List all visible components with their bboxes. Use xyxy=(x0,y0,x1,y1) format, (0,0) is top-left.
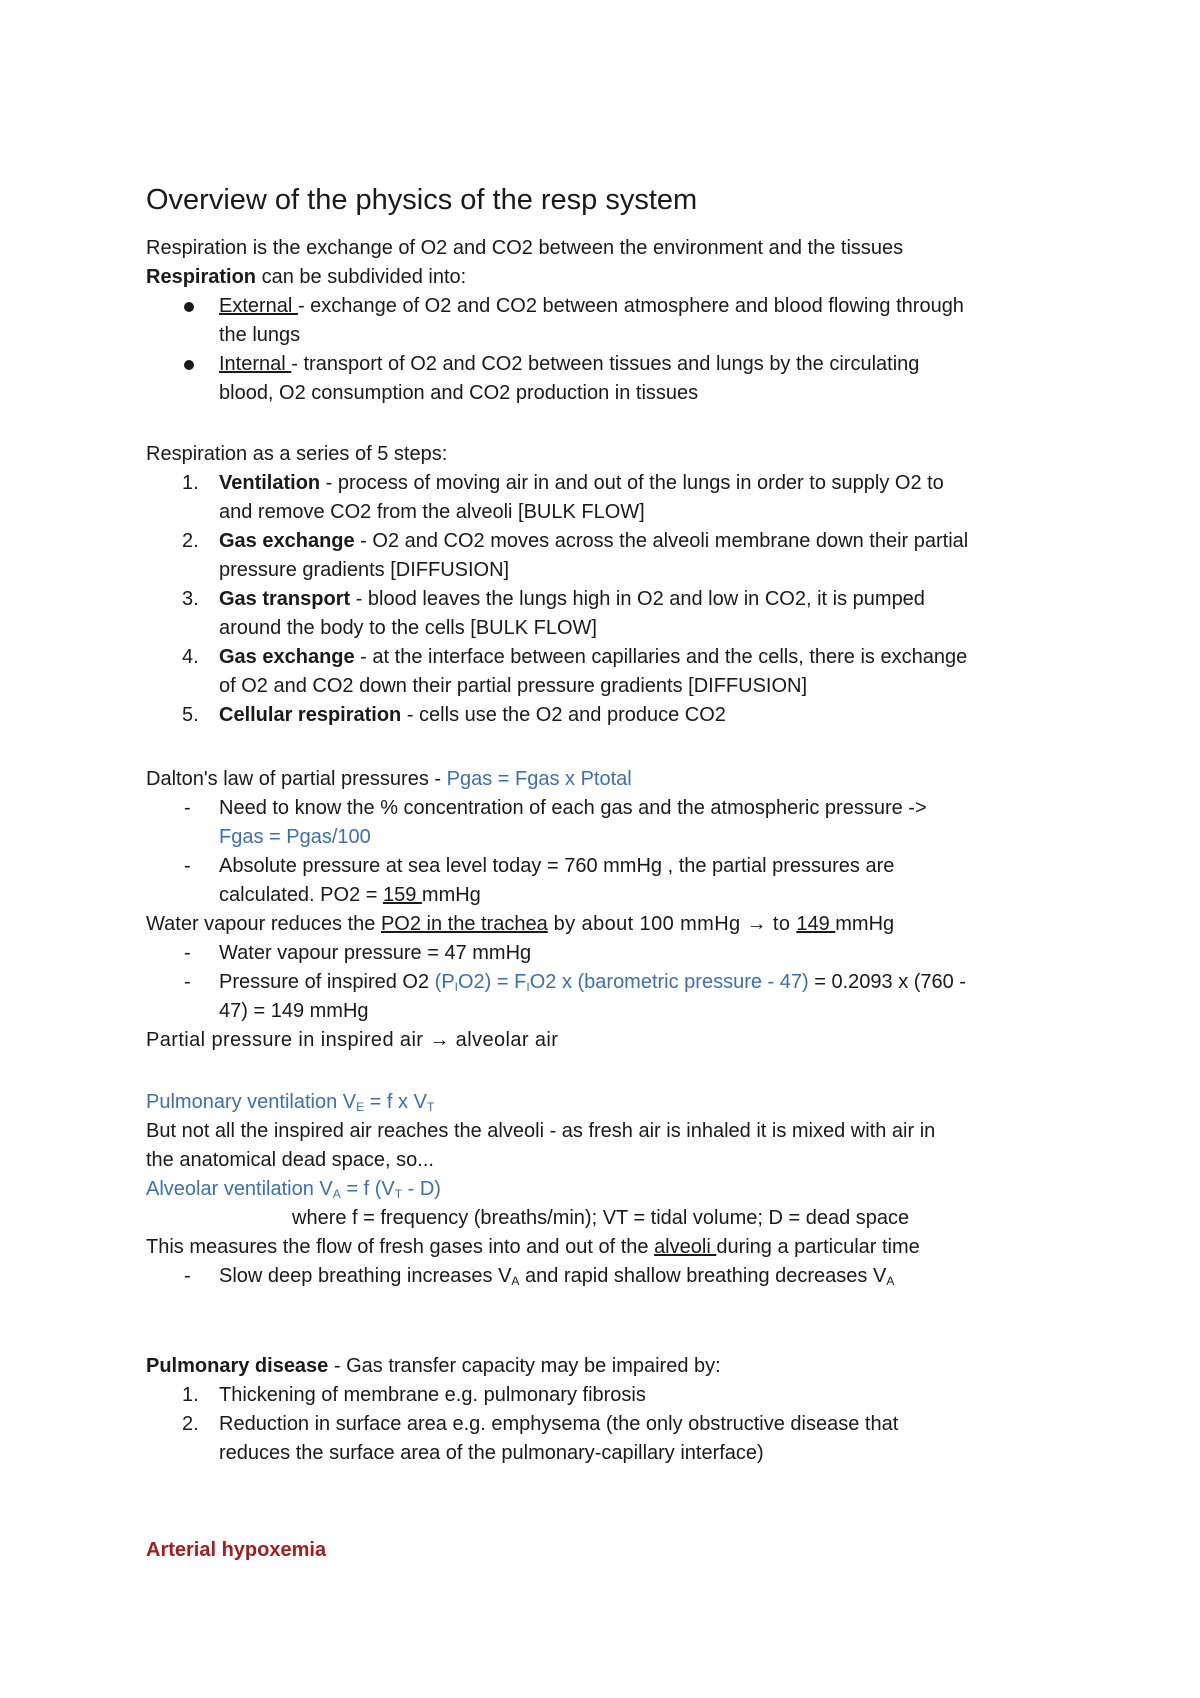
alveolar-ventilation-formula: Alveolar ventilation $V_A = f$ $(V_T - D)$ xyxy=(146,1178,441,1201)
po2-text: calculated. PO2 = xyxy=(219,884,383,906)
fgas-formula: Fgas = Pgas/100 xyxy=(219,826,371,848)
water-text-cont: by about 100 mmHg → to xyxy=(547,913,797,935)
inspired-calc: = 0.2093 x (760 - xyxy=(808,971,967,993)
step-text-cont: pressure gradients [DIFFUSION] xyxy=(219,559,510,581)
dash-marker: - xyxy=(184,942,191,964)
disease-item: Reduction in surface area e.g. emphysema (the only obstructive disease that xyxy=(219,1413,899,1435)
water-value: 149 xyxy=(796,913,836,935)
step-number: 3. xyxy=(182,588,199,610)
dash-marker: - xyxy=(184,971,191,993)
disease-number: 1. xyxy=(182,1384,199,1406)
measures-text: This measures the flow of fresh gases into and out of the xyxy=(146,1236,655,1258)
dash-marker: - xyxy=(184,1265,191,1287)
ventilation-section xyxy=(146,1088,1066,1291)
dash-marker: - xyxy=(184,797,191,819)
vapour-pressure: Water vapour pressure = 47 mmHg xyxy=(219,942,532,964)
ventilation-text: But not all the inspired air reaches the alveoli - as fresh air is inhaled it is mixed with air in xyxy=(146,1120,936,1142)
water-underlined: PO2 in the trachea xyxy=(380,913,548,935)
step-text: - blood leaves the lungs high in O2 and low in CO2, it is pumped xyxy=(350,588,925,610)
step-term: Cellular respiration xyxy=(219,704,402,726)
step-term: Gas transport xyxy=(219,588,351,610)
po2-unit: mmHg xyxy=(421,884,481,906)
step-text-cont: of O2 and CO2 down their partial pressure gradients [DIFFUSION] xyxy=(219,675,808,697)
dalton-section xyxy=(146,765,1066,1055)
alveoli-link: alveoli xyxy=(654,1236,717,1258)
inspired-result: 47) = 149 mmHg xyxy=(219,1000,369,1022)
step-text: - cells use the O2 and produce CO2 xyxy=(401,704,726,726)
breathing-note: Slow deep breathing increases $V_A$ and rapid shallow breathing decreases $V_A$ xyxy=(219,1265,895,1288)
step-number: 5. xyxy=(182,704,199,726)
bullet-icon xyxy=(184,302,194,312)
dalton-note: Need to know the % concentration of each gas and the atmospheric pressure -> xyxy=(219,797,927,819)
step-number: 2. xyxy=(182,530,199,552)
page-title: Overview of the physics of the resp system xyxy=(146,184,698,216)
inspired-text: Pressure of inspired O2 xyxy=(219,971,435,993)
step-number: 1. xyxy=(182,472,199,494)
partial-pressure-line: Partial pressure in inspired air → alveolar air xyxy=(146,1029,559,1051)
dalton-note: Absolute pressure at sea level today = 760 mmHg , the partial pressures are xyxy=(219,855,895,877)
dash-marker: - xyxy=(184,855,191,877)
disease-section xyxy=(146,1352,1066,1468)
step-term: Gas exchange xyxy=(219,646,355,668)
respiration-term: Respiration xyxy=(146,266,257,288)
step-text: - O2 and CO2 moves across the alveoli membrane down their partial xyxy=(354,530,969,552)
step-text: - process of moving air in and out of the lungs in order to supply O2 to xyxy=(320,472,944,494)
step-text-cont: and remove CO2 from the alveoli [BULK FLOW] xyxy=(219,501,645,523)
bullet-text: - exchange of O2 and CO2 between atmosphere and blood flowing through xyxy=(297,295,964,317)
disease-text: - Gas transfer capacity may be impaired by: xyxy=(328,1355,721,1377)
bullet-text: - transport of O2 and CO2 between tissues and lungs by the circulating xyxy=(291,353,920,375)
steps-heading: Respiration as a series of 5 steps: xyxy=(146,443,448,465)
step-term: Gas exchange xyxy=(219,530,355,552)
po2-value: 159 xyxy=(382,884,422,906)
bullet-text-cont: blood, O2 consumption and CO2 production in tissues xyxy=(219,382,699,404)
bullet-term: Internal xyxy=(219,353,292,375)
measures-text-cont: during a particular time xyxy=(716,1236,920,1258)
disease-number: 2. xyxy=(182,1413,199,1435)
section-heading-hypoxemia: Arterial hypoxemia xyxy=(146,1539,327,1561)
bullet-icon xyxy=(184,360,194,370)
disease-item: Thickening of membrane e.g. pulmonary fibrosis xyxy=(219,1384,646,1406)
disease-term: Pulmonary disease xyxy=(146,1355,329,1377)
intro-line: Respiration is the exchange of O2 and CO2 between the environment and the tissues xyxy=(146,237,904,259)
intro-section xyxy=(146,234,1066,408)
water-text: Water vapour reduces the xyxy=(146,913,381,935)
respiration-rest: can be subdivided into: xyxy=(256,266,467,288)
step-number: 4. xyxy=(182,646,199,668)
bullet-text-cont: the lungs xyxy=(219,324,301,346)
ventilation-text-cont: the anatomical dead space, so... xyxy=(146,1149,434,1171)
steps-section xyxy=(146,440,1066,730)
step-text-cont: around the body to the cells [BULK FLOW] xyxy=(219,617,597,639)
dalton-lead: Dalton's law of partial pressures - xyxy=(146,768,447,790)
pulmonary-ventilation-formula: Pulmonary ventilation $V_E = f$ x $V_T$ xyxy=(146,1091,435,1114)
disease-item-cont: reduces the surface area of the pulmonary-capillary interface) xyxy=(219,1442,764,1464)
step-text: - at the interface between capillaries and the cells, there is exchange xyxy=(354,646,968,668)
water-unit: mmHg xyxy=(835,913,895,935)
bullet-term: External xyxy=(219,295,298,317)
dalton-formula: Pgas = Fgas x Ptotal xyxy=(446,768,632,790)
inspired-formula: $(P_IO2) = F_IO2$ x (barometric pressure - 47) xyxy=(434,971,809,994)
step-term: Ventilation xyxy=(219,472,321,494)
where-definition: where f = frequency (breaths/min); VT = tidal volume; D = dead space xyxy=(292,1207,910,1229)
